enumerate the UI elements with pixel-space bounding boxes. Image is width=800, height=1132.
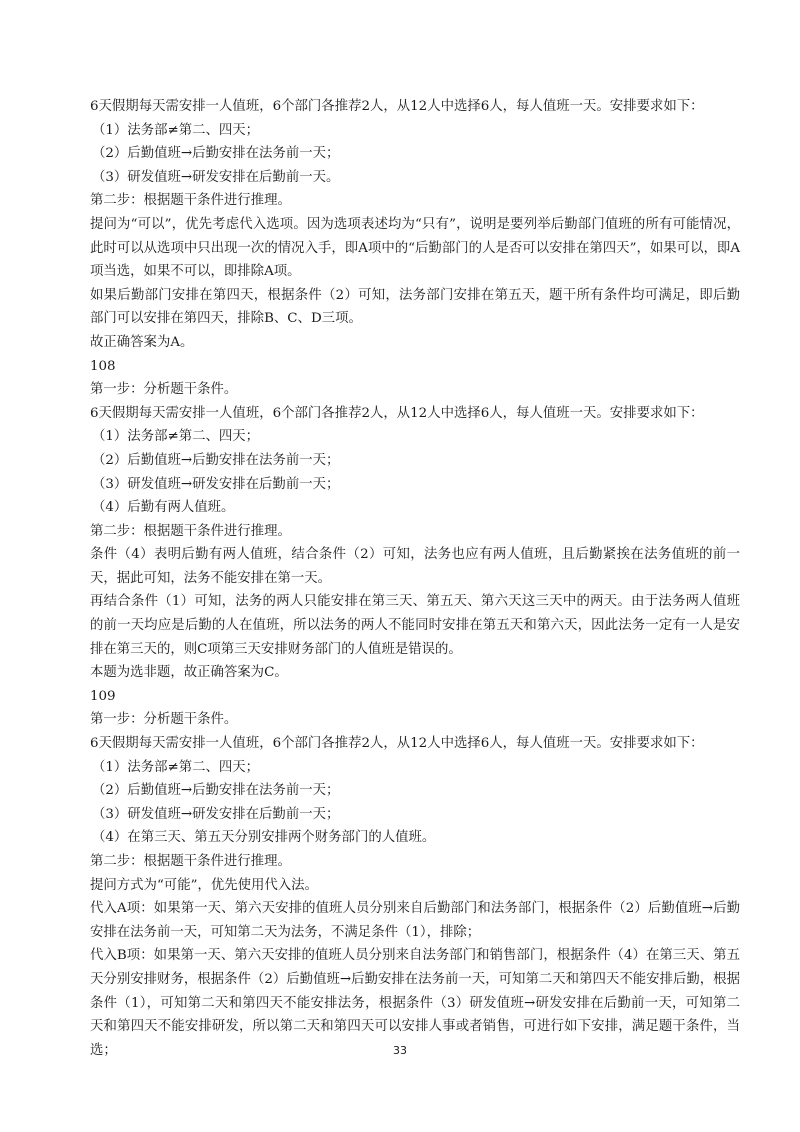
paragraph: 第二步：根据题干条件进行推理。: [90, 854, 291, 869]
paragraph: （4）在第三天、第五天分别安排两个财务部门的人值班。: [92, 830, 436, 846]
paragraph: （1）法务部≠第二、四天；: [92, 429, 260, 445]
paragraph: （2）后勤值班→后勤安排在法务前一天；: [92, 452, 340, 468]
paragraph: 第二步：根据题干条件进行推理。: [90, 193, 291, 209]
page-number: 33: [393, 1044, 407, 1057]
paragraph: （4）后勤有两人值班。: [92, 500, 235, 516]
paragraph: 代入B项：如果第一天、第六天安排的值班人员分别来自法务部门和销售部门，根据条件（4）在第三天、第五天分别安排财务，根据条件（2）后勤值班→后勤安排在法务前一天，可知第二天和第四天不能安排后勤，根据条件（1），可知第二天和第四天不能安排法务，根据条件（3）研发值班→研发安排在后勤前一天，可知第二天和第四天不能安排研发，所以第二天和第四天可以安排人事或者销售，可进行如下安排，满足题干条件，当选；: [90, 948, 740, 1058]
paragraph: 再结合条件（1）可知，法务的两人只能安排在第三天、第五天、第六天这三天中的两天。由于法务两人值班的前一天均应是后勤的人在值班，所以法务的两人不能同时安排在第五天和第六天，因此法务一定有一人是安排在第三天的，则C项第三天安排财务部门的人值班是错误的。: [90, 594, 740, 657]
paragraph: （3）研发值班→研发安排在后勤前一天；: [92, 476, 340, 492]
document-body: [90, 95, 740, 1062]
paragraph: 第一步：分析题干条件。: [90, 382, 238, 398]
paragraph: 提问方式为“可能”，优先使用代入法。: [90, 877, 318, 893]
paragraph: （1）法务部≠第二、四天；: [92, 759, 260, 775]
paragraph: （3）研发值班→研发安排在后勤前一天；: [92, 806, 340, 822]
paragraph: 6天假期每天需安排一人值班，6个部门各推荐2人，从12人中选择6人，每人值班一天。安排要求如下：: [90, 405, 704, 421]
paragraph: 条件（4）表明后勤有两人值班，结合条件（2）可知，法务也应有两人值班，且后勤紧挨在法务值班的前一天，据此可知，法务不能安排在第一天。: [90, 547, 740, 586]
paragraph: 提问为“可以”，优先考虑代入选项。因为选项表述均为“只有”，说明是要列举后勤部门值班的所有可能情况，此时可以从选项中只出现一次的情况入手，即A项中的“后勤部门的人是否可以安排在第四天”，如果可以，即A项当选，如果不可以，即排除A项。: [90, 216, 740, 280]
paragraph: 6天假期每天需安排一人值班，6个部门各推荐2人，从12人中选择6人，每人值班一天。安排要求如下：: [90, 736, 704, 752]
question-number: 109: [90, 688, 116, 704]
paragraph: 本题为选非题，故正确答案为C。: [90, 665, 288, 681]
question-number: 108: [90, 358, 116, 374]
paragraph: 第二步：根据题干条件进行推理。: [90, 523, 291, 539]
paragraph: （3）研发值班→研发安排在后勤前一天。: [92, 169, 340, 185]
paragraph: （1）法务部≠第二、四天；: [92, 122, 260, 138]
paragraph: 如果后勤部门安排在第四天，根据条件（2）可知，法务部门安排在第五天，题干所有条件均可满足，即后勤部门可以安排在第四天，排除B、C、D三项。: [90, 287, 740, 327]
paragraph: 故正确答案为A。: [90, 334, 194, 350]
paragraph: （2）后勤值班→后勤安排在法务前一天；: [92, 146, 340, 162]
paragraph: 6天假期每天需安排一人值班，6个部门各推荐2人，从12人中选择6人，每人值班一天。安排要求如下：: [90, 99, 704, 114]
paragraph: （2）后勤值班→后勤安排在法务前一天；: [92, 783, 340, 799]
paragraph: 代入A项：如果第一天、第六天安排的值班人员分别来自后勤部门和法务部门，根据条件（2）后勤值班→后勤安排在法务前一天，可知第二天为法务，不满足条件（1），排除；: [90, 901, 740, 940]
paragraph: 第一步：分析题干条件。: [90, 712, 238, 728]
